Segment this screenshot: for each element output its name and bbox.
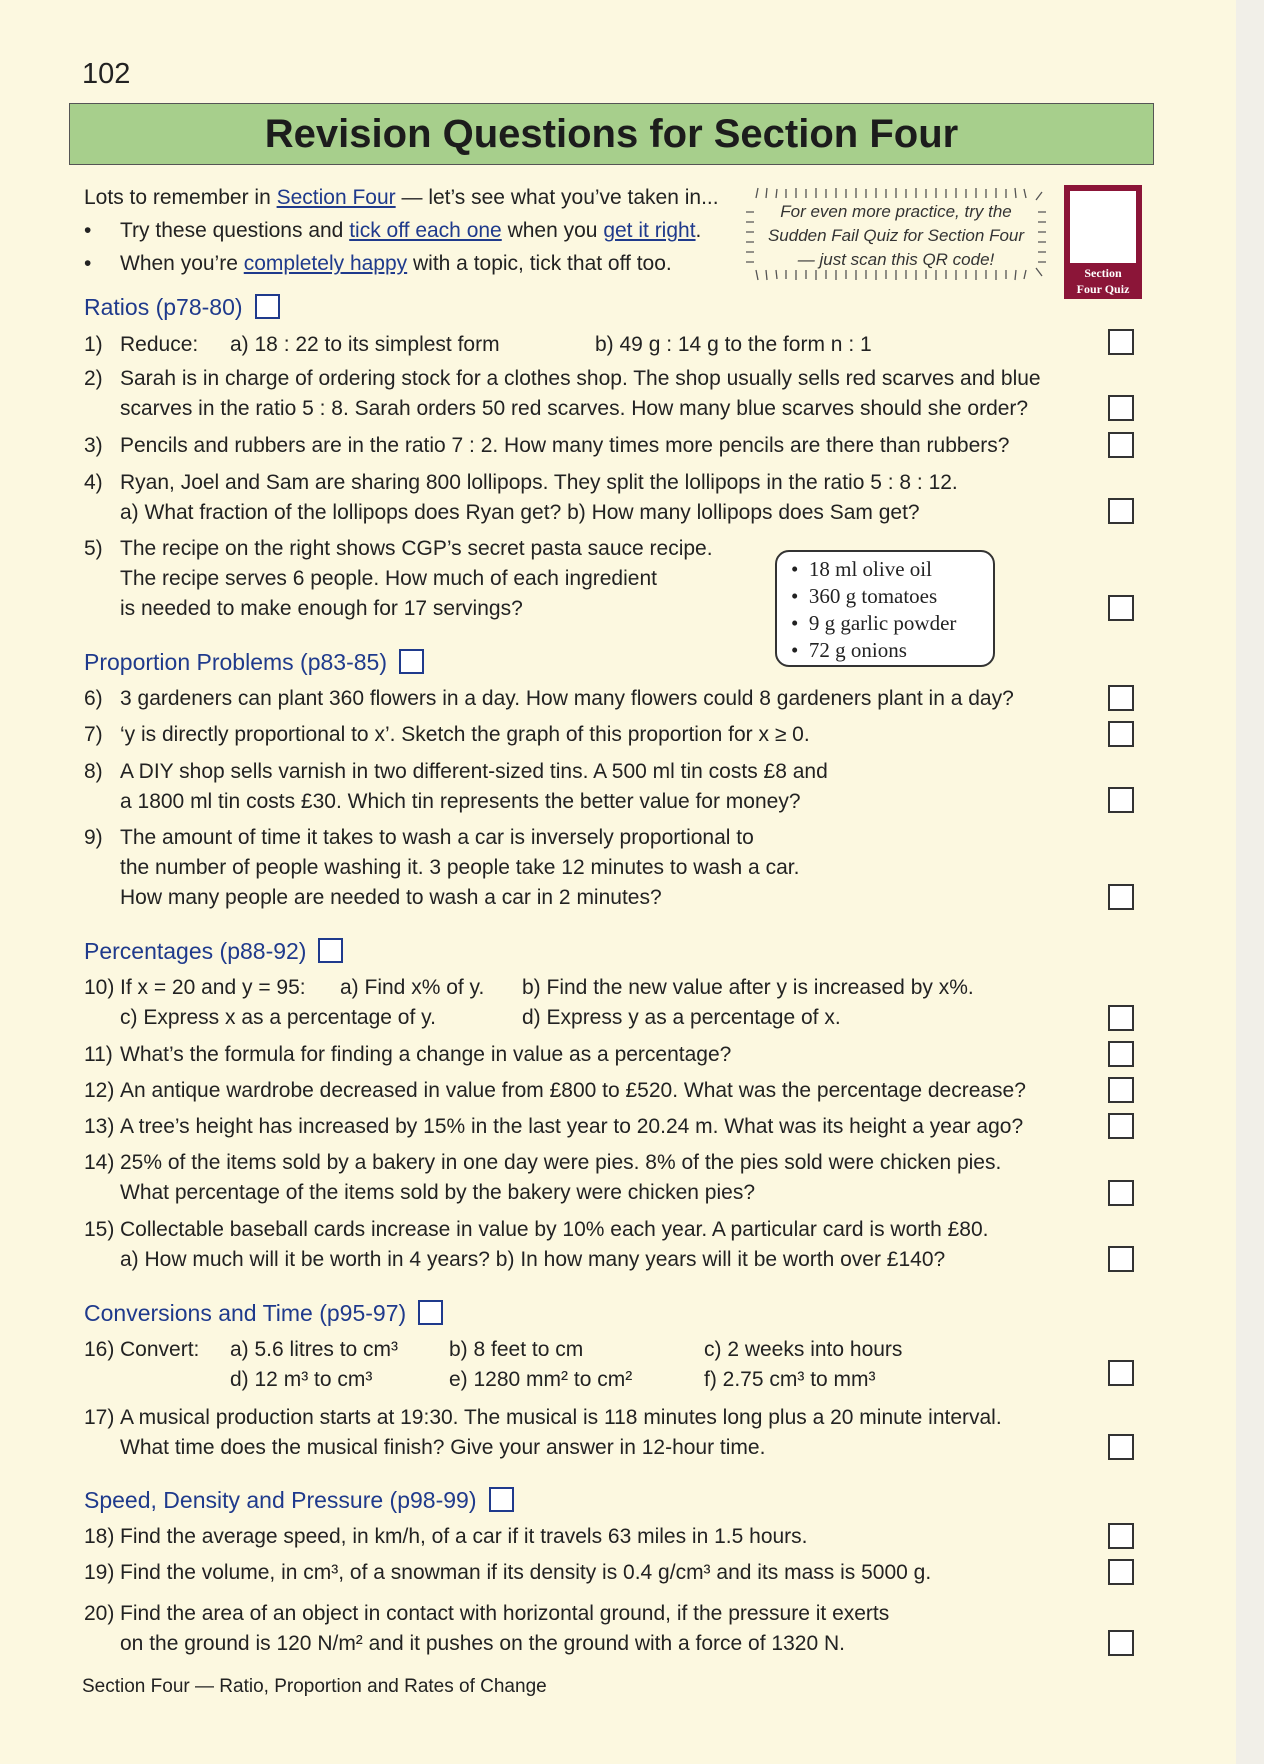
question-text: Sarah is in charge of ordering stock for a clothes shop. The shop usually sells red scarves and blue	[120, 367, 1041, 390]
question-part: b) 8 feet to cm	[449, 1338, 584, 1361]
question-text: The recipe on the right shows CGP’s secret pasta sauce recipe.	[120, 537, 713, 560]
question-13	[84, 1112, 1023, 1142]
tick-checkbox[interactable]	[1108, 1523, 1134, 1549]
question-text: Find the area of an object in contact with horizontal ground, if the pressure it exerts	[120, 1602, 890, 1625]
question-8	[84, 757, 828, 817]
question-number: 18)	[84, 1525, 115, 1548]
question-text: a 1800 ml tin costs £30. Which tin represents the better value for money?	[120, 790, 801, 813]
question-9	[84, 823, 799, 913]
question-part: e) 1280 mm² to cm²	[449, 1368, 633, 1391]
question-number: 7)	[84, 723, 103, 746]
question-text: An antique wardrobe decreased in value from £800 to £520. What was the percentage decrease?	[120, 1079, 1026, 1102]
question-text: Ryan, Joel and Sam are sharing 800 lollipops. They split the lollipops in the ratio 5 : 8 : 12.	[120, 471, 958, 494]
section-heading-ratios	[84, 292, 280, 322]
question-5	[84, 534, 713, 624]
question-20	[84, 1599, 889, 1659]
question-19	[84, 1558, 931, 1588]
question-text: A tree’s height has increased by 15% in the last year to 20.24 m. What was its height a year ago?	[120, 1115, 1024, 1138]
question-text: A musical production starts at 19:30. The musical is 118 minutes long plus a 20 minute interval.	[120, 1406, 1002, 1429]
question-6	[84, 684, 1014, 714]
question-number: 10)	[84, 976, 115, 999]
page-number: 102	[82, 58, 131, 90]
question-15	[84, 1215, 989, 1275]
question-text: What’s the formula for finding a change in value as a percentage?	[120, 1043, 732, 1066]
question-4	[84, 468, 958, 528]
question-number: 2)	[84, 367, 103, 390]
section-heading-conversions	[84, 1298, 443, 1328]
question-text: Reduce:	[120, 333, 199, 356]
get-it-right-link[interactable]: get it right	[603, 219, 696, 242]
question-number: 5)	[84, 537, 103, 560]
question-text: Convert:	[120, 1338, 200, 1361]
section-checkbox[interactable]	[255, 294, 280, 319]
question-text: What time does the musical finish? Give your answer in 12-hour time.	[120, 1436, 766, 1459]
question-number: 14)	[84, 1151, 115, 1174]
question-number: 8)	[84, 760, 103, 783]
intro-text: .	[695, 219, 702, 242]
question-number: 1)	[84, 333, 103, 356]
question-text: the number of people washing it. 3 people take 12 minutes to wash a car.	[120, 856, 800, 879]
intro-text: Try these questions and	[120, 219, 350, 242]
tick-checkbox[interactable]	[1108, 1630, 1134, 1656]
question-text: is needed to make enough for 17 servings?	[120, 597, 523, 620]
section-four-link[interactable]: Section Four	[276, 186, 396, 209]
tick-checkbox[interactable]	[1108, 595, 1134, 621]
tick-checkbox[interactable]	[1108, 1360, 1134, 1386]
question-part: d) 12 m³ to cm³	[230, 1368, 373, 1391]
intro-bullet-1	[84, 216, 701, 246]
tick-checkbox[interactable]	[1108, 1041, 1134, 1067]
question-2	[84, 364, 1041, 424]
question-text: ‘y is directly proportional to x’. Sketch the graph of this proportion for x ≥ 0.	[120, 723, 810, 746]
question-text: If x = 20 and y = 95:	[120, 976, 306, 999]
question-16	[84, 1335, 902, 1395]
question-number: 17)	[84, 1406, 115, 1429]
section-title: Proportion Problems (p83-85)	[84, 649, 387, 675]
question-number: 19)	[84, 1561, 115, 1584]
intro-text: when you	[501, 219, 604, 242]
question-number: 13)	[84, 1115, 115, 1138]
question-10	[84, 973, 974, 1033]
tick-checkbox[interactable]	[1108, 329, 1134, 355]
tick-checkbox[interactable]	[1108, 395, 1134, 421]
tick-checkbox[interactable]	[1108, 498, 1134, 524]
bullet-icon: •	[84, 252, 92, 275]
question-part: b) Find the new value after y is increased by x%.	[522, 976, 974, 999]
question-11	[84, 1040, 731, 1070]
question-text: What percentage of the items sold by the bakery were chicken pies?	[120, 1181, 756, 1204]
tick-checkbox[interactable]	[1108, 1434, 1134, 1460]
question-text: A DIY shop sells varnish in two different-sized tins. A 500 ml tin costs £8 and	[120, 760, 828, 783]
tick-checkbox[interactable]	[1108, 884, 1134, 910]
tick-checkbox[interactable]	[1108, 685, 1134, 711]
recipe-item: • 360 g tomatoes	[791, 584, 938, 608]
section-checkbox[interactable]	[418, 1300, 443, 1325]
tick-checkbox[interactable]	[1108, 1246, 1134, 1272]
question-text: Pencils and rubbers are in the ratio 7 : 2. How many times more pencils are there than rubbers?	[120, 434, 1010, 457]
question-text: The amount of time it takes to wash a car is inversely proportional to	[120, 826, 754, 849]
tick-checkbox[interactable]	[1108, 787, 1134, 813]
tick-checkbox[interactable]	[1108, 1559, 1134, 1585]
tick-checkbox[interactable]	[1108, 1180, 1134, 1206]
question-text: Find the average speed, in km/h, of a car if it travels 63 miles in 1.5 hours.	[120, 1525, 808, 1548]
intro-text: Lots to remember in	[84, 186, 277, 209]
section-checkbox[interactable]	[318, 938, 343, 963]
question-text: a) What fraction of the lollipops does Ryan get? b) How many lollipops does Sam get?	[120, 501, 920, 524]
page-title: Revision Questions for Section Four	[69, 103, 1154, 165]
bubble-text: Sudden Fail Quiz for Section Four	[767, 226, 1025, 245]
question-number: 4)	[84, 471, 103, 494]
tick-checkbox[interactable]	[1108, 432, 1134, 458]
quiz-bubble	[746, 186, 1046, 282]
question-part: c) 2 weeks into hours	[704, 1338, 903, 1361]
recipe-item: • 72 g onions	[791, 638, 907, 662]
question-text: 3 gardeners can plant 360 flowers in a day. How many flowers could 8 gardeners plant in a day?	[120, 687, 1014, 710]
page-footer: Section Four — Ratio, Proportion and Rates of Change	[82, 1676, 547, 1697]
question-text: a) How much will it be worth in 4 years? b) In how many years will it be worth over £140?	[120, 1248, 946, 1271]
question-part: f) 2.75 cm³ to mm³	[704, 1368, 876, 1391]
section-heading-speed	[84, 1485, 514, 1515]
question-number: 16)	[84, 1338, 115, 1361]
question-text: scarves in the ratio 5 : 8. Sarah orders 50 red scarves. How many blue scarves should she order?	[120, 397, 1029, 420]
question-number: 12)	[84, 1079, 115, 1102]
section-checkbox[interactable]	[489, 1487, 514, 1512]
question-part: a) Find x% of y.	[340, 976, 485, 999]
section-title: Percentages (p88-92)	[84, 938, 307, 964]
tick-checkbox[interactable]	[1108, 721, 1134, 747]
qr-code[interactable]	[1064, 185, 1142, 299]
question-3	[84, 431, 1009, 461]
question-number: 6)	[84, 687, 103, 710]
question-number: 11)	[84, 1043, 113, 1066]
question-number: 15)	[84, 1218, 115, 1241]
question-text: 25% of the items sold by a bakery in one day were pies. 8% of the pies sold were chicken pies.	[120, 1151, 1002, 1174]
recipe-item: • 9 g garlic powder	[791, 611, 957, 635]
tick-checkbox[interactable]	[1108, 1113, 1134, 1139]
page-edge	[1236, 0, 1264, 1764]
question-part: b) 49 g : 14 g to the form n : 1	[595, 333, 872, 356]
question-number: 9)	[84, 826, 103, 849]
recipe-item: • 18 ml olive oil	[791, 557, 932, 581]
question-part: d) Express y as a percentage of x.	[522, 1006, 841, 1029]
qr-code-image[interactable]	[1070, 191, 1136, 263]
recipe-box	[775, 550, 995, 667]
question-number: 20)	[84, 1602, 115, 1625]
bubble-text: — just scan this QR code!	[797, 250, 995, 269]
question-14	[84, 1148, 1001, 1208]
section-heading-proportion	[84, 647, 424, 677]
question-text: The recipe serves 6 people. How much of each ingredient	[120, 567, 657, 590]
question-part: a) 18 : 22 to its simplest form	[230, 333, 500, 356]
section-title: Ratios (p78-80)	[84, 294, 243, 320]
tick-checkbox[interactable]	[1108, 1005, 1134, 1031]
intro-text: with a topic, tick that off too.	[407, 252, 672, 275]
question-part: a) 5.6 litres to cm³	[230, 1338, 399, 1361]
question-12	[84, 1076, 1026, 1106]
intro-line	[84, 183, 719, 213]
question-number: 3)	[84, 434, 103, 457]
question-7	[84, 720, 810, 750]
question-17	[84, 1403, 1002, 1463]
question-18	[84, 1522, 808, 1552]
question-text: Find the volume, in cm³, of a snowman if its density is 0.4 g/cm³ and its mass is 5000 g.	[120, 1561, 932, 1584]
completely-happy-link[interactable]: completely happy	[243, 252, 408, 275]
section-title: Speed, Density and Pressure (p98-99)	[84, 1487, 477, 1513]
section-title: Conversions and Time (p95-97)	[84, 1300, 407, 1326]
question-1	[84, 330, 872, 360]
question-text: on the ground is 120 N/m² and it pushes on the ground with a force of 1320 N.	[120, 1632, 845, 1655]
qr-label: Four Quiz	[1076, 282, 1130, 296]
intro-text: — let’s see what you’ve taken in...	[395, 186, 719, 209]
question-text: How many people are needed to wash a car in 2 minutes?	[120, 886, 662, 909]
bullet-icon: •	[84, 219, 92, 242]
question-part: c) Express x as a percentage of y.	[120, 1006, 436, 1029]
section-checkbox[interactable]	[399, 649, 424, 674]
question-text: Collectable baseball cards increase in value by 10% each year. A particular card is worth £80.	[120, 1218, 989, 1241]
intro-bullet-2	[84, 249, 672, 279]
tick-off-link[interactable]: tick off each one	[349, 219, 502, 242]
tick-checkbox[interactable]	[1108, 1077, 1134, 1103]
bubble-text: For even more practice, try the	[780, 202, 1012, 221]
qr-label: Section	[1084, 266, 1122, 280]
section-heading-percentages	[84, 936, 343, 966]
intro-text: When you’re	[120, 252, 244, 275]
